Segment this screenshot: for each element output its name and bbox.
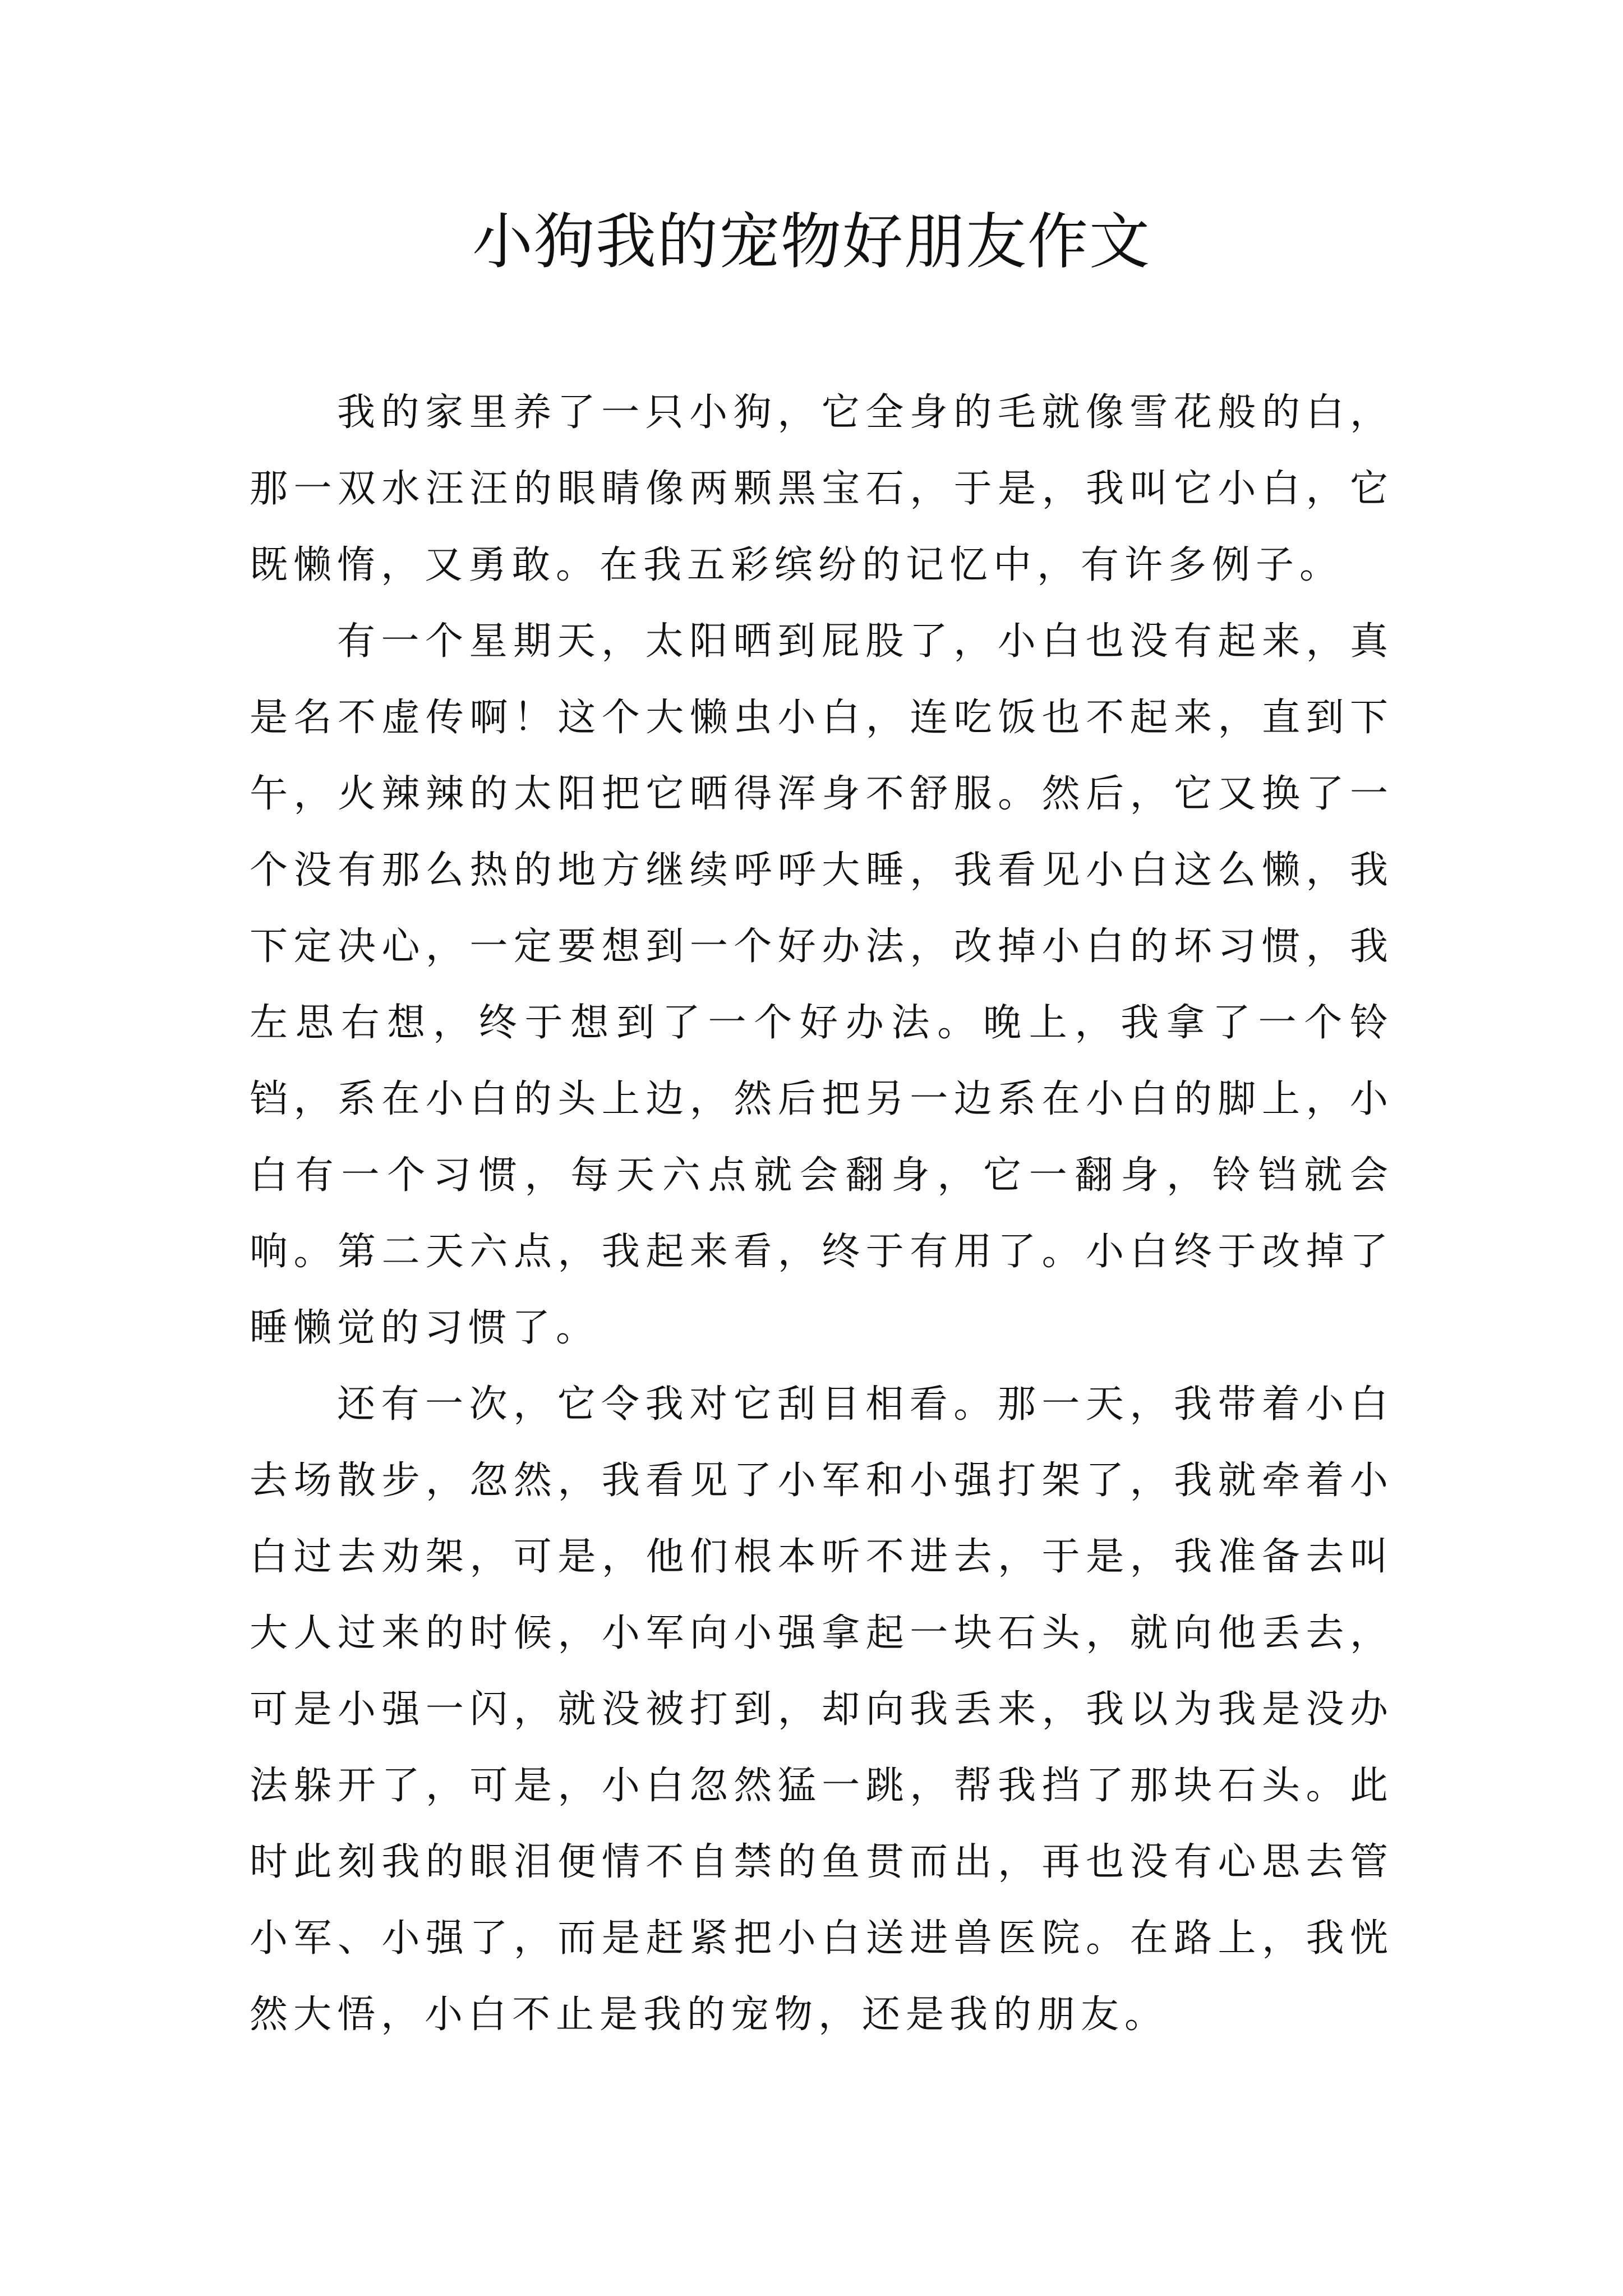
essay-body — [250, 375, 1394, 2053]
paragraph-1: 我的家里养了一只小狗，它全身的毛就像雪花般的白，那一双水汪汪的眼睛像两颗黑宝石，于是，我叫它小白，它既懒惰，又勇敢。在我五彩缤纷的记忆中，有许多例子。 — [250, 390, 1394, 587]
paragraph-3: 还有一次，它令我对它刮目相看。那一天，我带着小白去场散步，忽然，我看见了小军和小强打架了，我就牵着小白过去劝架，可是，他们根本听不进去，于是，我准备去叫大人过来的时候，小军向小强拿起一块石头，就向他丢去，可是小强一闪，就没被打到，却向我丢来，我以为我是没办法躲开了，可是，小白忽然猛一跳，帮我挡了那块石头。此时此刻我的眼泪便情不自禁的鱼贯而出，再也没有心思去管小军、小强了，而是赶紧把小白送进兽医院。在路上，我恍然大悟，小白不止是我的宠物，还是我的朋友。 — [250, 1382, 1394, 2037]
paragraph-2: 有一个星期天，太阳晒到屁股了，小白也没有起来，真是名不虚传啊！这个大懒虫小白，连吃饭也不起来，直到下午，火辣辣的太阳把它晒得浑身不舒服。然后，它又换了一个没有那么热的地方继续呼呼大睡，我看见小白这么懒，我下定决心，一定要想到一个好办法，改掉小白的坏习惯，我左思右想，终于想到了一个好办法。晚上，我拿了一个铃铛，系在小白的头上边，然后把另一边系在小白的脚上，小白有一个习惯，每天六点就会翻身，它一翻身，铃铛就会响。第二天六点，我起来看，终于有用了。小白终于改掉了睡懒觉的习惯了。 — [250, 619, 1394, 1350]
page-title: 小狗我的宠物好朋友作文 — [472, 207, 1151, 277]
